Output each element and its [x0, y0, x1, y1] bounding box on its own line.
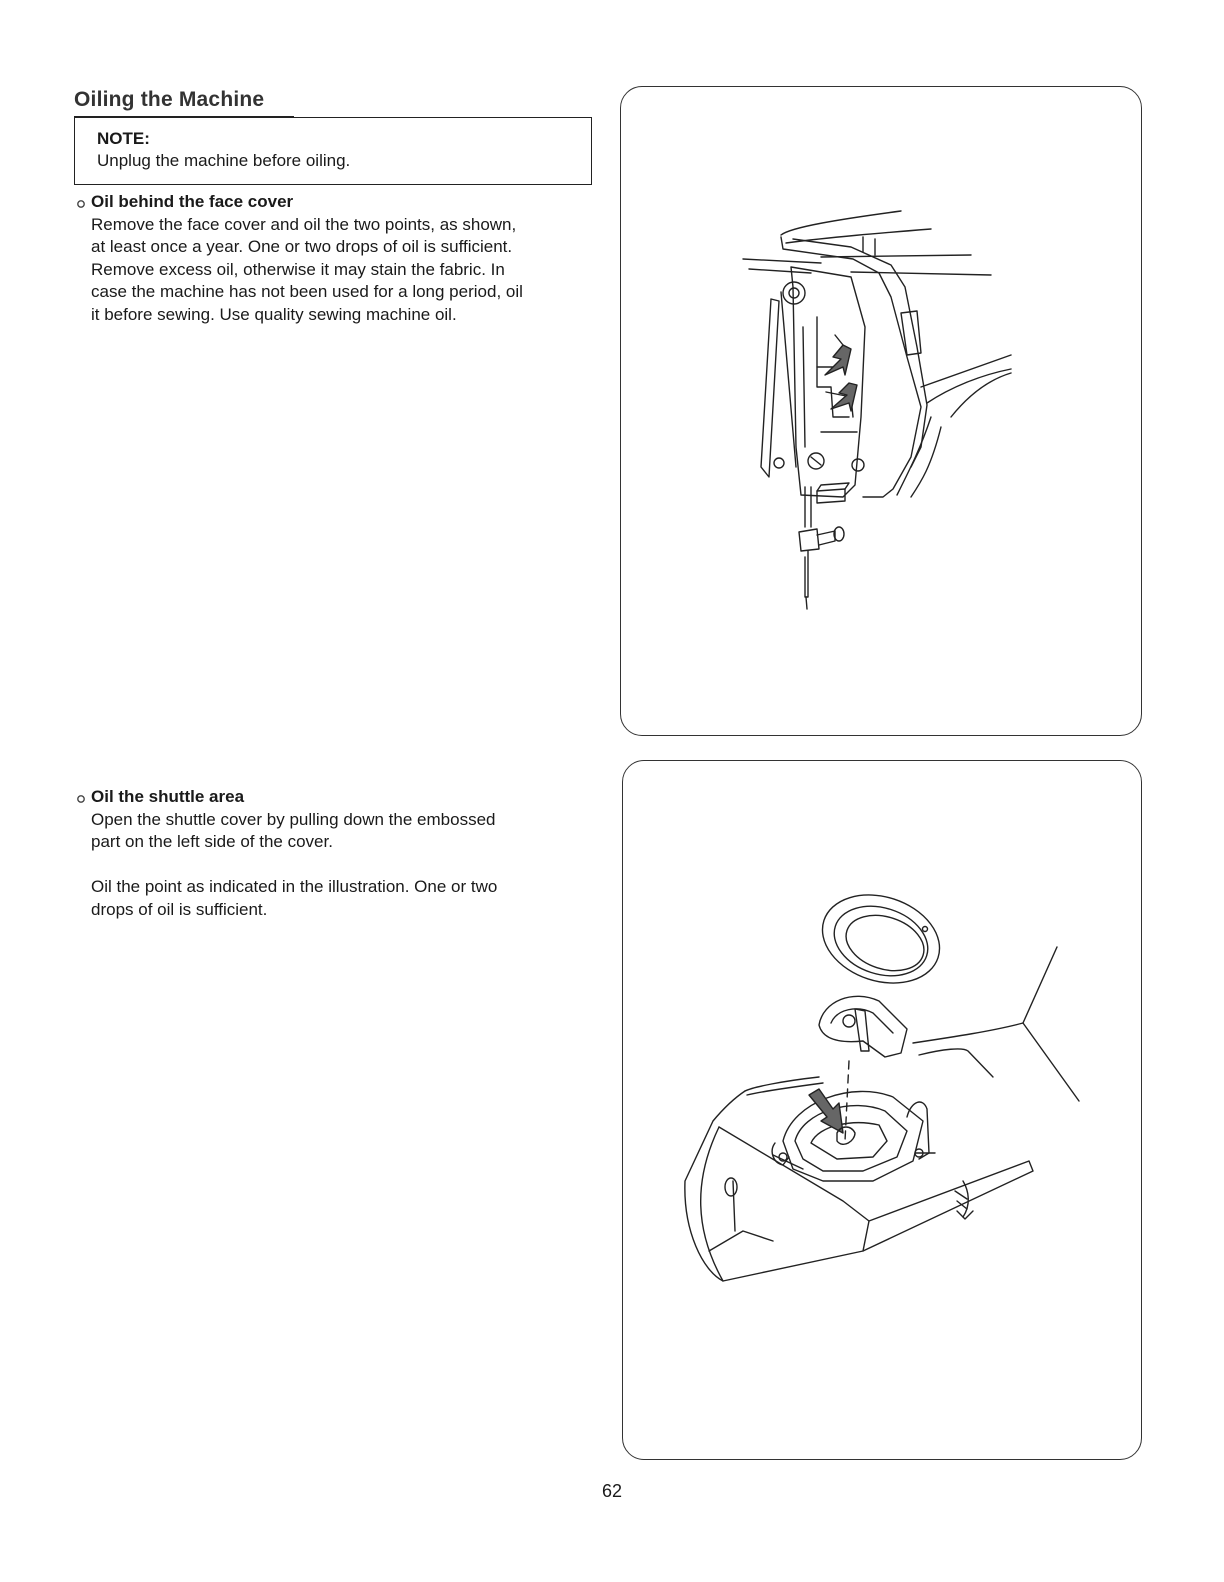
body-line: case the machine has not been used for a long period, oil [91, 282, 523, 302]
body-line: Remove the face cover and oil the two points, as shown, [91, 215, 517, 234]
circle-bullet-icon [76, 794, 86, 804]
body-line: Oil the point as indicated in the illustration. One or two [91, 877, 498, 897]
body-line: Open the shuttle cover by pulling down the embossed [91, 810, 496, 829]
oil-arrow-icon [825, 335, 851, 375]
face-cover-illustration [621, 87, 1143, 737]
body-line: part on the left side of the cover. [91, 832, 333, 852]
section-body-face-cover [91, 214, 523, 326]
page-number: 62 [601, 1481, 623, 1501]
section-body-shuttle [91, 809, 497, 921]
oil-arrow-icon [831, 383, 857, 411]
body-line: drops of oil is sufficient. [91, 899, 268, 919]
note-text: Unplug the machine before oiling. [97, 151, 351, 170]
page-title: Oiling the Machine [74, 88, 265, 111]
section-heading-face-cover: Oil behind the face cover [91, 192, 294, 211]
section-heading-shuttle: Oil the shuttle area [91, 787, 245, 806]
body-line: at least once a year. One or two drops of oil is sufficient. [91, 237, 513, 257]
illustration-panel-shuttle [622, 760, 1142, 1460]
blank-line [91, 854, 497, 876]
body-line: Remove excess oil, otherwise it may stain the fabric. In [91, 259, 505, 279]
circle-bullet-icon [76, 199, 86, 209]
illustration-panel-face-cover [620, 86, 1142, 736]
shuttle-illustration [623, 761, 1143, 1461]
body-line: it before sewing. Use quality sewing machine oil. [91, 304, 457, 324]
note-box [74, 117, 592, 185]
note-heading: NOTE: [97, 129, 150, 148]
